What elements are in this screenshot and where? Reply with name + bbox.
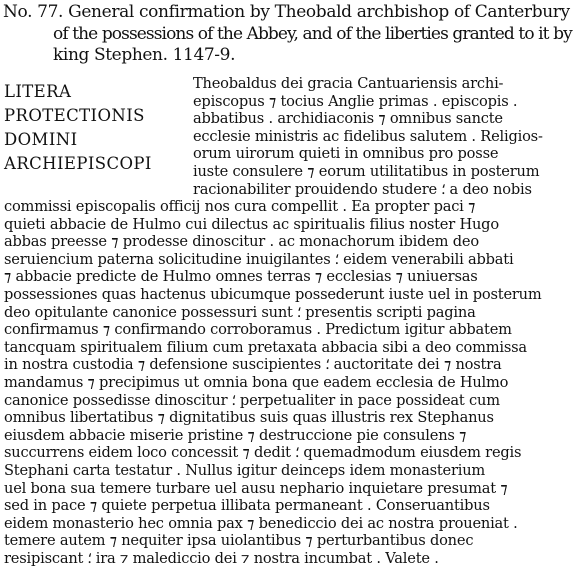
text-line: canonice possedisse dinoscitur ⸵ perpetualiter in pace possideat cum (4, 391, 500, 409)
text-line: succurrens eidem loco concessit ⁊ dedit ⸵ quemadmodum eiusdem regis (4, 444, 522, 462)
text-line: eidem monasterio hec omnia pax ⁊ benediccio dei ac nostra proueniat . (4, 514, 518, 532)
text-line: temere autem ⁊ nequiter ipsa uiolantibus ⁊ perturbantibus donec (4, 532, 474, 550)
side-heading-line: LITERA (4, 82, 72, 101)
text-line: abbatibus . archidiaconis ⁊ omnibus sancte (193, 110, 503, 128)
text-line: Theobaldus dei gracia Cantuariensis archi- (193, 75, 504, 92)
heading-line: No. 77. General confirmation by Theobald archbishop of Canterbury (3, 2, 570, 22)
text-line: deo opitulante canonice possessuri sunt ⸵ presentis scripti pagina (4, 303, 476, 321)
heading-line: of the possessions of the Abbey, and of the liberties granted to it by (53, 23, 572, 44)
charter-text-full (4, 198, 542, 567)
text-line: possessiones quas hactenus ubicumque possederunt iuste uel in posterum (4, 285, 542, 303)
side-heading-line: PROTECTIONIS (4, 106, 145, 125)
side-heading-line: ARCHIEPISCOPI (4, 154, 152, 173)
text-line: orum uirorum quieti in omnibus pro posse (193, 145, 499, 163)
text-line: uel bona sua temere turbare uel ausu nephario inquietare presumat ⁊ (4, 479, 508, 497)
text-line: ⁊ abbacie predicte de Hulmo omnes terras ⁊ ecclesias ⁊ uniuersas (4, 268, 478, 286)
text-line: eiusdem abbacie miserie pristine ⁊ destruccione pie consulens ⁊ (4, 426, 467, 444)
heading-line: king Stephen. 1147-9. (53, 45, 236, 65)
charter-text-wrapped (193, 75, 543, 198)
text-line: commissi episcopalis officij nos cura compellit . Ea propter paci ⁊ (4, 198, 476, 215)
document-heading (3, 2, 573, 67)
text-line: mandamus ⁊ precipimus ut omnia bona que eadem ecclesia de Hulmo (4, 373, 509, 391)
text-line: sed in pace ⁊ quiete perpetua illibata permaneant . Conseruantibus (4, 497, 490, 515)
text-line: quieti abbacie de Hulmo cui dilectus ac spiritualis filius noster Hugo (4, 215, 499, 233)
text-line: resipiscant ⸵ ira ⁊ malediccio dei ⁊ nostra incumbat . Valete . (4, 549, 439, 567)
text-line: iuste consulere ⁊ eorum utilitatibus in posterum (193, 162, 540, 180)
text-line: tancquam spiritualem filium cum pretaxata abbacia sibi a deo commissa (4, 338, 527, 356)
text-line: in nostra custodia ⁊ defensione suscipientes ⸵ auctoritate dei ⁊ nostra (4, 356, 502, 374)
text-line: abbas preesse ⁊ prodesse dinoscitur . ac monachorum ibidem deo (4, 233, 479, 251)
text-line: racionabiliter prouidendo studere ⸵ a deo nobis (193, 180, 532, 198)
side-heading-line: DOMINI (4, 130, 78, 149)
text-line: Stephani carta testatur . Nullus igitur deinceps idem monasterium (4, 461, 486, 479)
text-line: seruiencium paterna solicitudine inuigilantes ⸵ eidem venerabili abbati (4, 250, 514, 268)
text-line: confirmamus ⁊ confirmando corroboramus . Predictum igitur abbatem (4, 321, 512, 339)
side-heading (4, 80, 189, 176)
text-line: episcopus ⁊ tocius Anglie primas . episcopis . (193, 92, 518, 110)
text-line: omnibus libertatibus ⁊ dignitatibus suis quas illustris rex Stephanus (4, 409, 494, 427)
text-line: ecclesie ministris ac fidelibus salutem . Religios- (193, 127, 543, 145)
